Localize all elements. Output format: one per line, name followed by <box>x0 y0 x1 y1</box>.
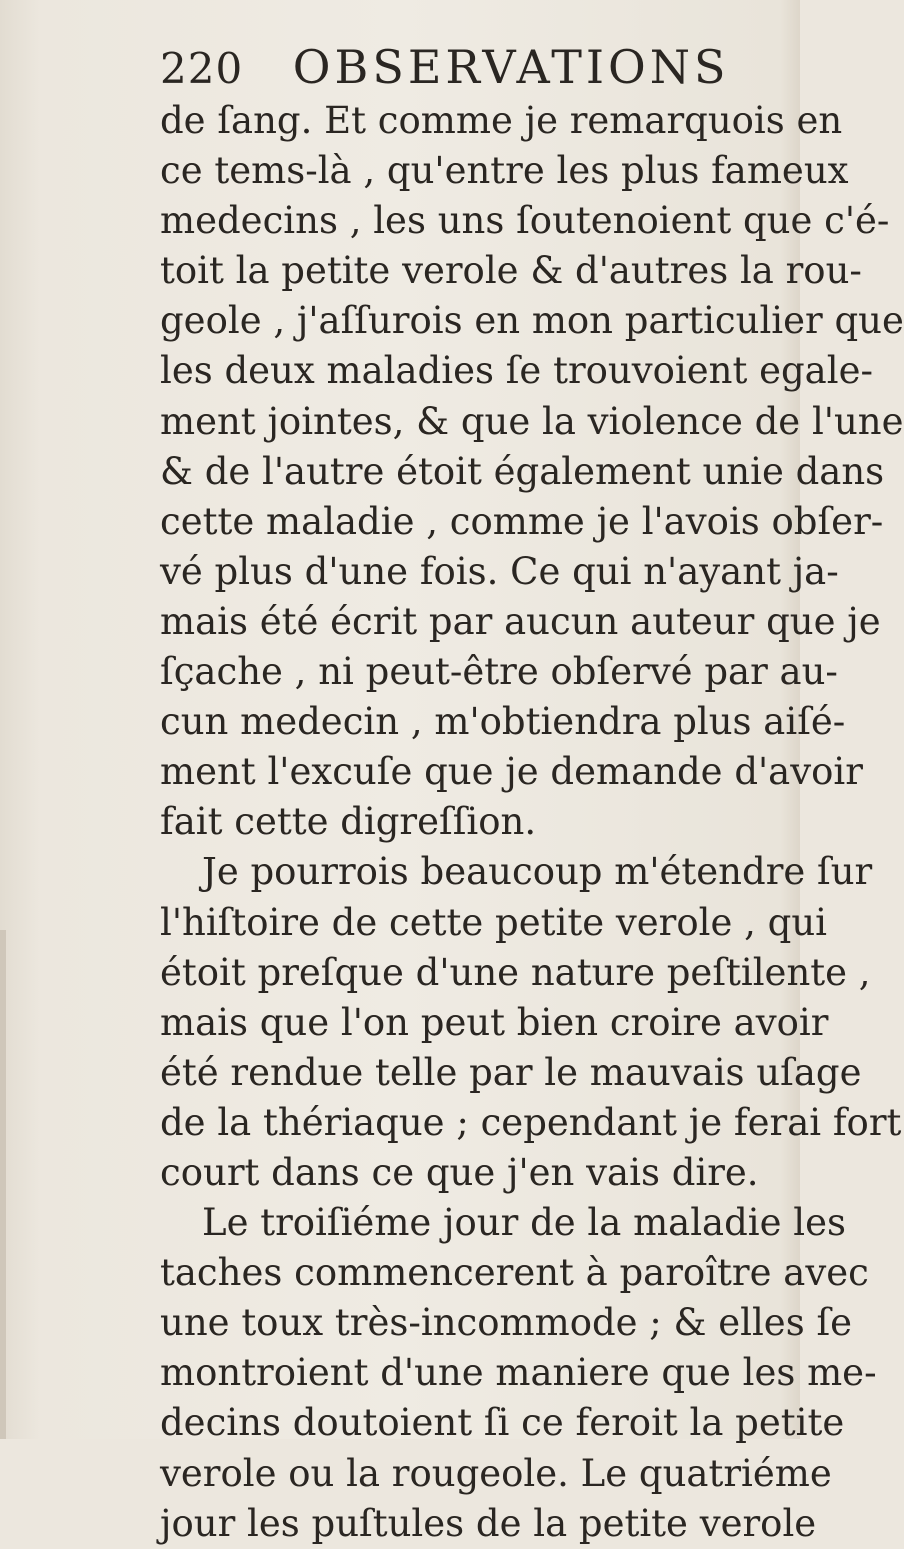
text-line: de la thériaque ; cependant je ferai fort <box>160 1100 902 1144</box>
text-line: vé plus d'une fois. Ce qui n'ayant ja- <box>160 549 839 593</box>
page-gutter-shadow <box>0 930 6 1439</box>
body-text <box>160 96 904 1549</box>
running-title: OBSERVATIONS <box>292 40 730 94</box>
text-line: taches commencerent à paroître avec <box>160 1251 869 1295</box>
text-line: l'hiſtoire de cette petite verole , qui <box>160 900 827 944</box>
text-line: été rendue telle par le mauvais uſage <box>160 1050 862 1094</box>
text-line: decins doutoient ſi ce feroit la petite <box>160 1401 845 1445</box>
text-line: Le troiſiéme jour de la maladie les <box>202 1201 847 1245</box>
text-line: mais été écrit par aucun auteur que je <box>160 599 881 643</box>
text-line: montroient d'une maniere que les me- <box>160 1351 877 1395</box>
text-line: une toux très-incommode ; & elles ſe <box>160 1301 853 1345</box>
text-line: de ſang. Et comme je remarquois en <box>160 99 843 142</box>
text-line: court dans ce que j'en vais dire. <box>160 1150 759 1194</box>
text-line: Je pourrois beaucoup m'étendre ſur <box>202 850 873 894</box>
text-line: cette maladie , comme je l'avois obſer- <box>160 499 884 543</box>
text-line: mais que l'on peut bien croire avoir <box>160 1000 829 1044</box>
text-line: jour les puſtules de la petite verole <box>160 1501 817 1545</box>
text-line: les deux maladies ſe trouvoient egale- <box>160 349 873 393</box>
text-line: medecins , les uns ſoutenoient que c'é- <box>160 199 890 243</box>
text-line: ce tems-là , qu'entre les plus fameux <box>160 149 849 193</box>
text-line: toit la petite verole & d'autres la rou- <box>160 249 862 293</box>
text-line: cun medecin , m'obtiendra plus aiſé- <box>160 700 846 744</box>
text-line: étoit preſque d'une nature peſtilente , <box>160 950 871 994</box>
text-line: ment jointes, & que la violence de l'une <box>160 399 904 443</box>
text-line: & de l'autre étoit également unie dans <box>160 449 885 493</box>
text-line: ſçache , ni peut-être obſervé par au- <box>160 650 838 694</box>
page-number: 220 <box>160 44 244 93</box>
text-line: ment l'excuſe que je demande d'avoir <box>160 750 863 794</box>
text-line: geole , j'aſſurois en mon particulier que <box>160 299 904 343</box>
text-line: fait cette digreſſion. <box>160 800 537 844</box>
text-line: verole ou la rougeole. Le quatriéme <box>160 1451 832 1495</box>
page-header <box>160 40 730 94</box>
